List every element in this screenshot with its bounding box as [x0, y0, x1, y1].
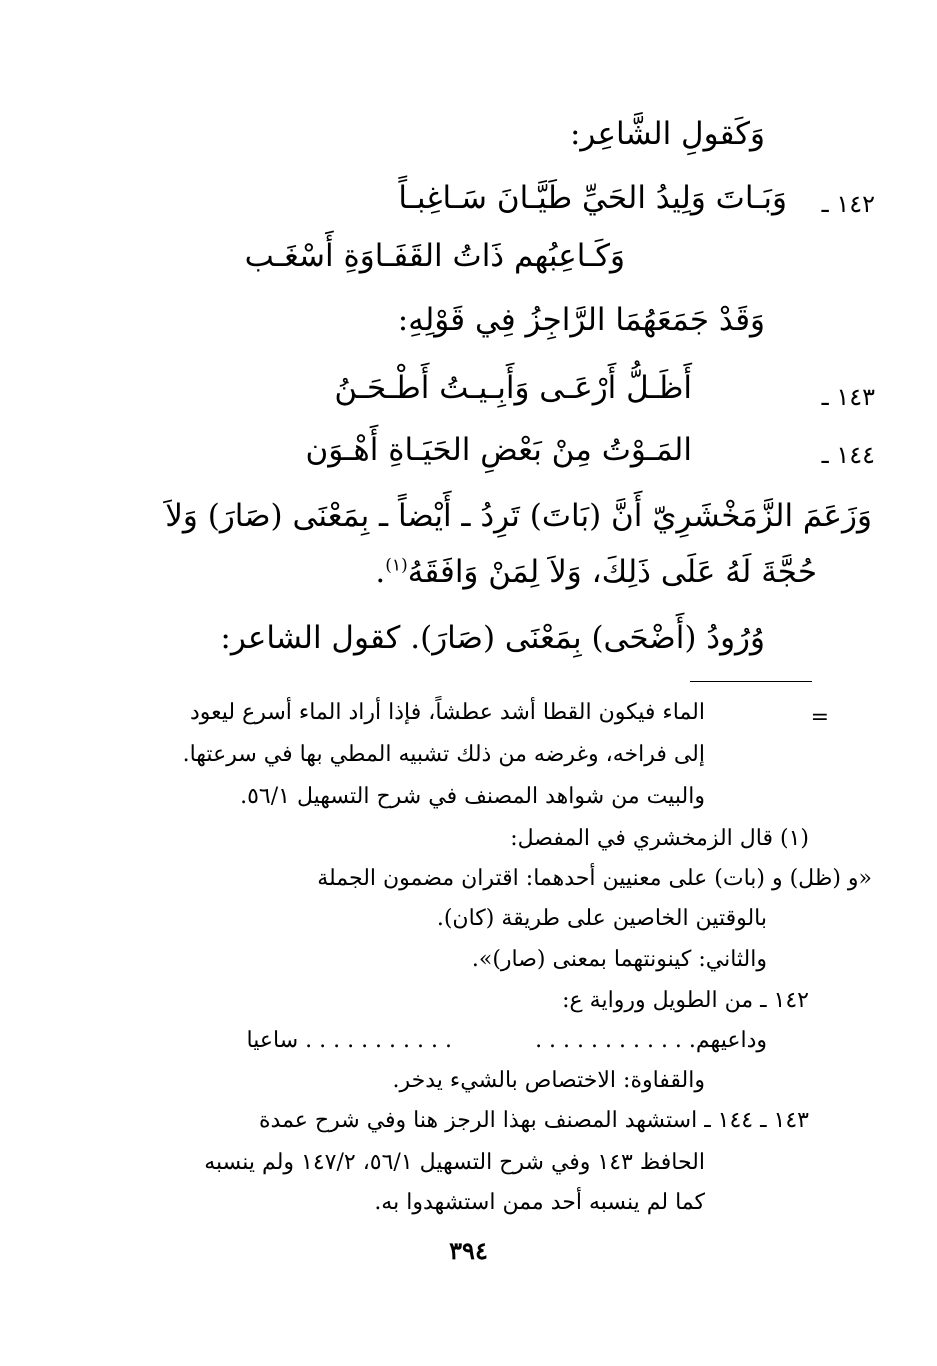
footnote-dots: وداعيهم. . . . . . . . . . . . [535, 1028, 767, 1053]
verse-number: ١٤٤ ـ [821, 441, 875, 469]
footnote-line: والثاني: كينونتهما بمعنى (صار)». [471, 947, 767, 972]
footnote-line: كما لم ينسبه أحد ممن استشهدوا به. [374, 1190, 705, 1215]
period: . [375, 554, 386, 590]
footnote-line: ١٤٢ ـ من الطويل ورواية ع: [562, 988, 809, 1013]
footnote-line: ١٤٣ ـ ١٤٤ ـ استشهد المصنف بهذا الرجز هنا وفي شرح عمدة [259, 1108, 809, 1133]
footnote-separator [690, 681, 812, 682]
verse-line: وَبَـاتَ وَلِيدُ الحَيِّ طَيَّـانَ سَـاغِبـاً [398, 180, 787, 216]
footnote-dots: . . . . . . . . . . . ساعيا [246, 1028, 452, 1053]
text-line: وَقَدْ جَمَعَهُمَا الرَّاجِزُ فِي قَوْلِهِ: [397, 302, 765, 338]
page-number: ٣٩٤ [449, 1236, 488, 1265]
paragraph-line: وَزَعَمَ الزَّمَخْشَرِيّ أَنَّ (بَاتَ) تَرِدُ ـ أَيْضاً ـ بِمَعْنَى (صَارَ) وَلاَ [165, 498, 872, 534]
paragraph-text: حُجَّةَ لَهُ عَلَى ذَلِكَ، وَلاَ لِمَنْ وَافَقَهُ [407, 554, 817, 590]
footnote-line: الحافظ ١٤٣ وفي شرح التسهيل ٥٦/١، ١٤٧/٢ ولم ينسبه [204, 1150, 705, 1175]
footnote-line: (١) قال الزمخشري في المفصل: [510, 826, 809, 851]
text-line: وَكَقولِ الشَّاعِر: [569, 116, 765, 152]
footnote-ref: (١) [385, 555, 408, 576]
footnote-line: والقفاوة: الاختصاص بالشيء يدخر. [392, 1068, 705, 1093]
footnote-line: والبيت من شواهد المصنف في شرح التسهيل ٥٦/١. [240, 784, 705, 809]
footnote-line: إلى فراخه، وغرضه من ذلك تشبيه المطي بها في سرعتها. [182, 742, 705, 767]
verse-number: ١٤٢ ـ [821, 190, 875, 218]
footnote-line: بالوقتين الخاصين على طريقة (كان). [436, 906, 767, 931]
paragraph-line: وُرُودُ (أَضْحَى) بِمَعْنَى (صَارَ). كقول الشاعر: [220, 620, 765, 656]
paragraph-line [375, 554, 817, 590]
footnote-line: «و (ظل) و (بات) على معنيين أحدهما: اقتران مضمون الجملة [317, 866, 872, 891]
footnote-line: الماء فيكون القطا أشد عطشاً، فإذا أراد الماء أسرع ليعود [189, 700, 705, 725]
verse-line: أَظَـلُّ أَرْعَـى وَأَبِـيـتُ أَطْـحَـنُ [334, 370, 692, 406]
verse-line: وَكَـاعِبُهم ذَاتُ القَفَـاوَةِ أَسْغَـب [244, 238, 625, 274]
continuation-mark: = [810, 705, 829, 730]
verse-number: ١٤٣ ـ [821, 383, 875, 411]
verse-line: المَـوْتُ مِنْ بَعْضِ الحَيَـاةِ أَهْـوَن [305, 432, 692, 468]
